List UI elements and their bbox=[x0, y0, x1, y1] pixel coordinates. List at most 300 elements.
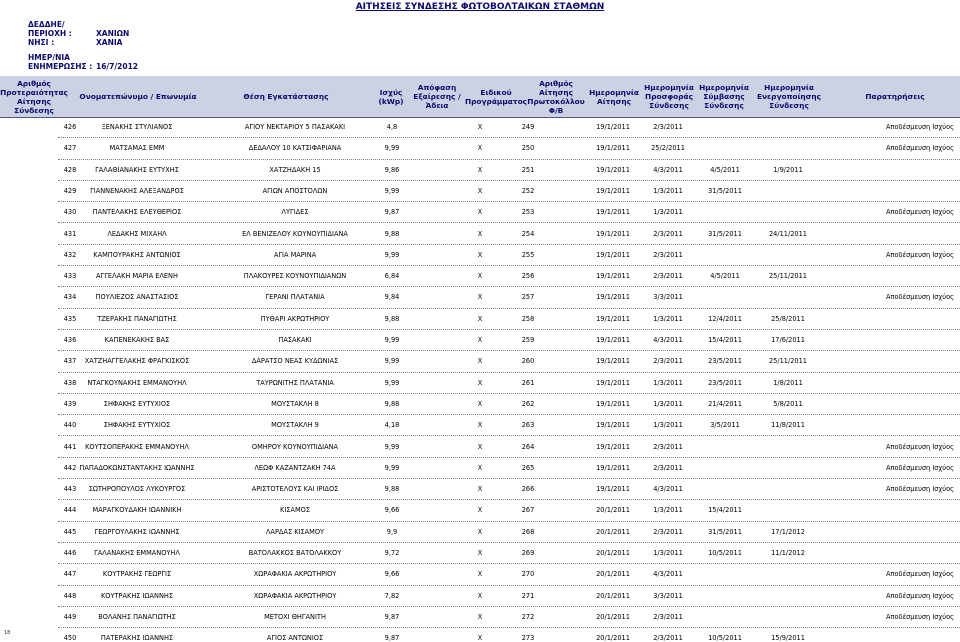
cell-contract-date bbox=[697, 607, 753, 628]
cell-name: ΠΑΤΕΡΑΚΗΣ ΙΩΑΝΝΗΣ bbox=[100, 634, 174, 642]
cell-protocol: 259 bbox=[521, 336, 535, 344]
cell-no: 436 bbox=[63, 336, 77, 344]
cell-power: 9,99 bbox=[384, 463, 400, 472]
cell-protocol: 272 bbox=[521, 612, 535, 621]
cell-location: ΔΑΡΑΤΣΟ ΝΕΑΣ ΚΥΔΩΝΙΑΣ bbox=[251, 357, 339, 366]
cell-name: ΚΟΥΤΡΑΚΗΣ ΓΕΩΡΓΙΣ bbox=[102, 570, 172, 579]
cell-contract-date bbox=[697, 138, 753, 159]
cell-decision bbox=[414, 309, 462, 330]
cell-remarks bbox=[830, 543, 954, 564]
table-row bbox=[0, 287, 960, 308]
cell-app-date: 19/1/2011 bbox=[596, 421, 630, 430]
cell-name: ΒΟΛΑΝΗΣ ΠΑΝΑΓΙΩΤΗΣ bbox=[98, 612, 176, 621]
cell-protocol: 268 bbox=[521, 527, 535, 536]
cell-activation-date: 24/11/2011 bbox=[768, 229, 807, 238]
cell-program: X bbox=[477, 485, 483, 494]
cell-offer-date: 4/3/2011 bbox=[653, 336, 683, 344]
cell-location: ΟΜΗΡΟΥ ΚΟΥΝΟΥΠΙΔΙΑΝΑ bbox=[251, 442, 339, 451]
col-header-decision: Απόφαση Εξαίρεσης / Άδεια bbox=[413, 83, 461, 110]
cell-app-date: 19/1/2011 bbox=[596, 165, 630, 174]
cell-decision bbox=[414, 586, 462, 607]
cell-protocol: 256 bbox=[521, 272, 535, 281]
cell-name: ΣΗΦΑΚΗΣ ΕΥΤΥΧΙΟΣ bbox=[103, 399, 171, 408]
cell-location: ΚΙΣΑΜΟΣ bbox=[280, 506, 310, 515]
cell-location: ΧΑΤΖΗΔΑΚΗ 15 bbox=[269, 165, 321, 174]
cell-contract-date: 31/5/2011 bbox=[708, 229, 742, 238]
cell-activation-date bbox=[756, 138, 820, 159]
cell-decision bbox=[414, 351, 462, 372]
cell-app-date: 19/1/2011 bbox=[596, 250, 630, 259]
region-value: ΧΑΝΙΩΝ bbox=[96, 29, 130, 38]
cell-program: X bbox=[477, 357, 483, 366]
table-row bbox=[0, 394, 960, 415]
cell-program: X bbox=[477, 123, 483, 131]
cell-activation-date: 25/11/2011 bbox=[768, 357, 807, 366]
cell-offer-date: 2/3/2011 bbox=[653, 612, 683, 621]
cell-no: 426 bbox=[63, 123, 77, 131]
cell-protocol: 264 bbox=[521, 442, 535, 451]
cell-offer-date: 1/3/2011 bbox=[653, 378, 683, 387]
cell-decision bbox=[414, 479, 462, 500]
cell-protocol: 262 bbox=[521, 399, 535, 408]
cell-decision bbox=[414, 564, 462, 585]
col-header-priority: Αριθμός Προτεραιότητας Αίτησης Σύνδεσης bbox=[0, 78, 68, 115]
cell-offer-date: 2/3/2011 bbox=[653, 527, 683, 536]
cell-protocol: 253 bbox=[521, 208, 535, 217]
cell-decision bbox=[414, 202, 462, 223]
cell-app-date: 20/1/2011 bbox=[596, 570, 630, 579]
cell-remarks: Αποδέσμευση Ισχύος bbox=[886, 123, 954, 131]
cell-power: 9,99 bbox=[384, 144, 400, 153]
cell-power: 4,8 bbox=[386, 123, 398, 131]
cell-offer-date: 25/2/2011 bbox=[651, 144, 685, 153]
cell-remarks bbox=[830, 394, 954, 415]
cell-program: X bbox=[477, 229, 483, 238]
cell-decision bbox=[414, 373, 462, 394]
cell-app-date: 19/1/2011 bbox=[596, 336, 630, 344]
cell-decision bbox=[414, 437, 462, 458]
cell-program: X bbox=[477, 144, 483, 153]
cell-location: ΤΑΥΡΩΝΙΤΗΣ ΠΛΑΤΑΝΙΑ bbox=[256, 378, 334, 387]
col-header-offer-date: Ημερομηνία Προσφοράς Σύνδεσης bbox=[644, 83, 694, 110]
cell-contract-date: 23/5/2011 bbox=[708, 378, 742, 387]
cell-no: 448 bbox=[63, 591, 77, 600]
cell-decision bbox=[414, 607, 462, 628]
cell-program: X bbox=[477, 570, 483, 579]
cell-remarks bbox=[830, 330, 954, 351]
cell-program: X bbox=[477, 378, 483, 387]
cell-decision bbox=[414, 138, 462, 159]
cell-power: 9,84 bbox=[384, 293, 400, 302]
update-date-value: 16/7/2012 bbox=[96, 62, 139, 71]
cell-name: ΠΟΥΛΙΕΖΟΣ ΑΝΑΣΤΑΣΙΟΣ bbox=[95, 293, 179, 302]
cell-decision bbox=[414, 415, 462, 436]
cell-remarks bbox=[830, 522, 954, 543]
cell-name: ΓΙΑΝΝΕΝΑΚΗΣ ΑΛΕΞΑΝΔΡΟΣ bbox=[90, 186, 184, 195]
cell-app-date: 20/1/2011 bbox=[596, 612, 630, 621]
cell-location: ΕΛ ΒΕΝΙΖΕΛΟΥ ΚΟΥΝΟΥΠΙΔΙΑΝΑ bbox=[242, 229, 348, 238]
cell-location: ΑΓΙΟΥ ΝΕΚΤΑΡΙΟΥ 5 ΠΑΣΑΚΑΚΙ bbox=[244, 123, 346, 131]
cell-app-date: 20/1/2011 bbox=[596, 634, 630, 642]
cell-name: ΓΑΛΑΘΙΑΝΑΚΗΣ ΕΥΤΥΧΗΣ bbox=[95, 165, 179, 174]
table-row bbox=[0, 160, 960, 181]
cell-name: ΞΕΝΑΚΗΣ ΣΤΥΛΙΑΝΟΣ bbox=[101, 123, 173, 131]
col-header-remarks: Παρατηρήσεις bbox=[865, 92, 925, 101]
cell-location: ΓΕΡΑΝΙ ΠΛΑΤΑΝΙΑ bbox=[265, 293, 325, 302]
cell-location: ΛΕΩΦ ΚΑΖΑΝΤΖΑΚΗ 74Α bbox=[254, 463, 336, 472]
cell-app-date: 19/1/2011 bbox=[596, 463, 630, 472]
region-label: ΠΕΡΙΟΧΗ : bbox=[28, 29, 72, 38]
cell-decision bbox=[414, 394, 462, 415]
cell-name: ΤΖΕΡΑΚΗΣ ΠΑΝΑΓΙΩΤΗΣ bbox=[97, 314, 177, 323]
cell-no: 444 bbox=[63, 506, 77, 515]
cell-remarks: Αποδέσμευση Ισχύος bbox=[886, 144, 954, 153]
cell-name: ΚΑΠΕΝΕΚΑΚΗΣ ΒΑΣ bbox=[104, 336, 170, 344]
cell-contract-date: 15/4/2011 bbox=[708, 506, 742, 515]
cell-contract-date bbox=[697, 245, 753, 266]
cell-name: ΜΑΡΑΓΚΟΥΔΑΚΗ ΙΩΑΝΝΙΚΗ bbox=[92, 506, 182, 515]
col-header-name: Ονοματεπώνυμο / Επωνυμία bbox=[79, 92, 197, 101]
table-row bbox=[0, 522, 960, 543]
cell-activation-date bbox=[756, 202, 820, 223]
cell-activation-date: 5/8/2011 bbox=[773, 399, 803, 408]
cell-activation-date: 1/8/2011 bbox=[773, 378, 803, 387]
cell-no: 445 bbox=[63, 527, 77, 536]
cell-protocol: 254 bbox=[521, 229, 535, 238]
table-row bbox=[0, 415, 960, 436]
cell-remarks: Αποδέσμευση Ισχύος bbox=[886, 591, 954, 600]
cell-app-date: 19/1/2011 bbox=[596, 293, 630, 302]
cell-activation-date bbox=[756, 287, 820, 308]
cell-remarks: Αποδέσμευση Ισχύος bbox=[886, 612, 954, 621]
cell-protocol: 269 bbox=[521, 549, 535, 557]
cell-remarks bbox=[830, 224, 954, 245]
table-row bbox=[0, 181, 960, 202]
cell-protocol: 249 bbox=[521, 123, 535, 131]
cell-no: 447 bbox=[63, 570, 77, 579]
cell-decision bbox=[414, 266, 462, 287]
cell-protocol: 270 bbox=[521, 570, 535, 579]
cell-protocol: 265 bbox=[521, 463, 535, 472]
cell-program: X bbox=[477, 208, 483, 217]
page-title: ΑΙΤΗΣΕΙΣ ΣΥΝΔΕΣΗΣ ΦΩΤΟΒΟΛΤΑΙΚΩΝ ΣΤΑΘΜΩΝ bbox=[355, 2, 605, 12]
table-row bbox=[0, 628, 960, 642]
cell-name: ΑΓΓΕΛΑΚΗ ΜΑΡΙΑ ΕΛΕΝΗ bbox=[96, 272, 178, 281]
cell-remarks bbox=[830, 628, 954, 642]
cell-decision bbox=[414, 458, 462, 479]
cell-activation-date bbox=[756, 479, 820, 500]
cell-app-date: 19/1/2011 bbox=[596, 144, 630, 153]
cell-activation-date bbox=[756, 564, 820, 585]
cell-decision bbox=[414, 628, 462, 642]
cell-contract-date: 15/4/2011 bbox=[708, 336, 742, 344]
cell-no: 427 bbox=[63, 144, 77, 153]
cell-app-date: 19/1/2011 bbox=[596, 123, 630, 131]
cell-location: ΛΑΡΔΑΣ ΚΙΣΑΜΟΥ bbox=[265, 527, 325, 536]
cell-power: 9,87 bbox=[384, 612, 400, 621]
cell-location: ΑΓΙΑ ΜΑΡΙΝΑ bbox=[273, 250, 317, 259]
cell-power: 9,66 bbox=[384, 506, 400, 515]
cell-power: 9,72 bbox=[384, 549, 400, 557]
cell-app-date: 20/1/2011 bbox=[596, 549, 630, 557]
cell-app-date: 19/1/2011 bbox=[596, 378, 630, 387]
cell-no: 442 bbox=[63, 463, 77, 472]
cell-activation-date: 15/9/2011 bbox=[771, 634, 805, 642]
cell-program: X bbox=[477, 442, 483, 451]
cell-name: ΣΗΦΑΚΗΣ ΕΥΤΥΧΙΟΣ bbox=[103, 421, 171, 430]
cell-program: X bbox=[477, 591, 483, 600]
cell-activation-date: 11/1/2012 bbox=[771, 549, 805, 557]
cell-location: ΠΥΘΑΡΙ ΑΚΡΩΤΗΡΙΟΥ bbox=[260, 314, 330, 323]
cell-remarks: Αποδέσμευση Ισχύος bbox=[886, 208, 954, 217]
cell-remarks: Αποδέσμευση Ισχύος bbox=[886, 293, 954, 302]
cell-protocol: 260 bbox=[521, 357, 535, 366]
cell-activation-date: 25/11/2011 bbox=[768, 272, 807, 281]
cell-no: 449 bbox=[63, 612, 77, 621]
cell-no: 428 bbox=[63, 165, 77, 174]
cell-no: 432 bbox=[63, 250, 77, 259]
cell-no: 434 bbox=[63, 293, 77, 302]
cell-no: 433 bbox=[63, 272, 77, 281]
cell-program: X bbox=[477, 336, 483, 344]
cell-name: ΓΕΩΡΓΟΥΛΑΚΗΣ ΙΩΑΝΝΗΣ bbox=[94, 527, 180, 536]
cell-protocol: 267 bbox=[521, 506, 535, 515]
cell-app-date: 19/1/2011 bbox=[596, 357, 630, 366]
cell-program: X bbox=[477, 250, 483, 259]
cell-program: X bbox=[477, 634, 483, 642]
cell-contract-date: 4/5/2011 bbox=[710, 272, 740, 281]
cell-no: 443 bbox=[63, 485, 77, 494]
cell-remarks bbox=[830, 181, 954, 202]
cell-power: 9,9 bbox=[386, 527, 398, 536]
table-row bbox=[0, 351, 960, 372]
cell-no: 429 bbox=[63, 186, 77, 195]
update-date-label-2: ΕΝΗΜΕΡΩΣΗΣ : bbox=[28, 62, 93, 71]
cell-power: 9,99 bbox=[384, 250, 400, 259]
cell-power: 9,88 bbox=[384, 485, 400, 494]
cell-name: ΜΑΤΣΑΜΑΣ ΕΜΜ bbox=[109, 144, 165, 153]
cell-activation-date: 17/6/2011 bbox=[771, 336, 805, 344]
department-label: ΔΕΔΔΗΕ/ bbox=[28, 20, 65, 29]
cell-location: ΠΛΑΚΟΥΡΕΣ ΚΟΥΝΟΥΠΙΔΙΑΝΩΝ bbox=[243, 272, 347, 281]
table-row bbox=[0, 564, 960, 585]
table-row bbox=[0, 373, 960, 394]
cell-no: 450 bbox=[63, 634, 77, 642]
cell-activation-date: 11/8/2011 bbox=[771, 421, 805, 430]
cell-contract-date: 10/5/2011 bbox=[708, 549, 742, 557]
cell-app-date: 19/1/2011 bbox=[596, 186, 630, 195]
cell-protocol: 271 bbox=[521, 591, 535, 600]
cell-activation-date bbox=[756, 500, 820, 521]
cell-app-date: 19/1/2011 bbox=[596, 229, 630, 238]
cell-activation-date bbox=[756, 607, 820, 628]
cell-protocol: 263 bbox=[521, 421, 535, 430]
cell-location: ΧΩΡΑΦΑΚΙΑ ΑΚΡΩΤΗΡΙΟΥ bbox=[253, 591, 337, 600]
cell-offer-date: 2/3/2011 bbox=[653, 229, 683, 238]
cell-decision bbox=[414, 287, 462, 308]
cell-location: ΠΑΣΑΚΑΚΙ bbox=[278, 336, 312, 344]
cell-contract-date bbox=[697, 202, 753, 223]
cell-activation-date bbox=[756, 437, 820, 458]
cell-contract-date bbox=[697, 117, 753, 138]
cell-offer-date: 1/3/2011 bbox=[653, 186, 683, 195]
cell-remarks: Αποδέσμευση Ισχύος bbox=[886, 463, 954, 472]
cell-decision bbox=[414, 181, 462, 202]
cell-decision bbox=[414, 224, 462, 245]
cell-remarks: Αποδέσμευση Ισχύος bbox=[886, 250, 954, 259]
table-row bbox=[0, 138, 960, 159]
cell-location: ΑΓΙΟΣ ΑΝΤΩΝΙΟΣ bbox=[266, 634, 324, 642]
cell-app-date: 19/1/2011 bbox=[596, 399, 630, 408]
cell-activation-date bbox=[756, 586, 820, 607]
cell-decision bbox=[414, 160, 462, 181]
cell-no: 438 bbox=[63, 378, 77, 387]
cell-protocol: 252 bbox=[521, 186, 535, 195]
cell-name: ΠΑΝΤΕΛΑΚΗΣ ΕΛΕΥΘΕΡΙΟΣ bbox=[92, 208, 182, 217]
cell-app-date: 19/1/2011 bbox=[596, 314, 630, 323]
cell-location: ΧΩΡΑΦΑΚΙΑ ΑΚΡΩΤΗΡΙΟΥ bbox=[253, 570, 337, 579]
cell-name: ΓΑΛΑΝΑΚΗΣ ΕΜΜΑΝΟΥΗΛ bbox=[94, 549, 180, 557]
cell-contract-date: 3/5/2011 bbox=[710, 421, 740, 430]
cell-app-date: 19/1/2011 bbox=[596, 485, 630, 494]
cell-remarks bbox=[830, 351, 954, 372]
cell-decision bbox=[414, 500, 462, 521]
cell-offer-date: 2/3/2011 bbox=[653, 272, 683, 281]
cell-location: ΜΟΥΣΤΑΚΛΗ 8 bbox=[271, 399, 319, 408]
cell-power: 6,84 bbox=[384, 272, 400, 281]
cell-app-date: 20/1/2011 bbox=[596, 527, 630, 536]
cell-contract-date bbox=[697, 479, 753, 500]
cell-remarks bbox=[830, 160, 954, 181]
cell-activation-date: 1/9/2011 bbox=[773, 165, 803, 174]
cell-offer-date: 2/3/2011 bbox=[653, 123, 683, 131]
cell-power: 7,82 bbox=[384, 591, 400, 600]
table-row bbox=[0, 543, 960, 564]
table-row bbox=[0, 245, 960, 266]
cell-offer-date: 1/3/2011 bbox=[653, 506, 683, 515]
cell-location: ΑΓΙΩΝ ΑΠΟΣΤΟΛΩΝ bbox=[262, 186, 328, 195]
cell-contract-date bbox=[697, 437, 753, 458]
cell-contract-date: 31/5/2011 bbox=[708, 527, 742, 536]
island-value: ΧΑΝΙΑ bbox=[96, 38, 123, 47]
cell-power: 9,88 bbox=[384, 229, 400, 238]
cell-location: ΔΕΔΑΛΟΥ 10 ΚΑΤΣΙΦΑΡΙΑΝΑ bbox=[248, 144, 342, 153]
cell-protocol: 257 bbox=[521, 293, 535, 302]
table-row bbox=[0, 586, 960, 607]
cell-app-date: 20/1/2011 bbox=[596, 506, 630, 515]
cell-offer-date: 2/3/2011 bbox=[653, 463, 683, 472]
cell-decision bbox=[414, 522, 462, 543]
cell-location: ΛΥΓΙΔΕΣ bbox=[281, 208, 309, 217]
cell-remarks: Αποδέσμευση Ισχύος bbox=[886, 570, 954, 579]
cell-protocol: 250 bbox=[521, 144, 535, 153]
col-header-app-date: Ημερομηνία Αίτησης bbox=[589, 87, 639, 106]
cell-program: X bbox=[477, 272, 483, 281]
cell-remarks bbox=[830, 309, 954, 330]
cell-decision bbox=[414, 245, 462, 266]
cell-name: ΧΑΤΖΗΑΓΓΕΛΑΚΗΣ ΦΡΑΓΚΙΣΚΟΣ bbox=[84, 357, 190, 366]
table-row bbox=[0, 309, 960, 330]
cell-program: X bbox=[477, 314, 483, 323]
cell-name: ΝΤΑΓΚΟΥΝΑΚΗΣ ΕΜΜΑΝΟΥΗΛ bbox=[87, 378, 187, 387]
cell-name: ΚΟΥΤΡΑΚΗΣ ΙΩΑΝΝΗΣ bbox=[100, 591, 174, 600]
cell-remarks bbox=[830, 500, 954, 521]
cell-power: 9,86 bbox=[384, 165, 400, 174]
cell-activation-date: 17/1/2012 bbox=[771, 527, 805, 536]
cell-remarks bbox=[830, 266, 954, 287]
cell-program: X bbox=[477, 463, 483, 472]
cell-name: ΚΟΥΤΣΟΠΕΡΑΚΗΣ ΕΜΜΑΝΟΥΗΛ bbox=[85, 442, 189, 451]
cell-program: X bbox=[477, 165, 483, 174]
cell-app-date: 19/1/2011 bbox=[596, 208, 630, 217]
cell-remarks bbox=[830, 415, 954, 436]
col-header-protocol: Αριθμός Αίτησης Πρωτοκόλλου Φ/Β bbox=[527, 78, 585, 115]
cell-program: X bbox=[477, 527, 483, 536]
cell-name: ΚΑΜΠΟΥΡΑΚΗΣ ΑΝΤΩΝΙΟΣ bbox=[93, 250, 181, 259]
table-row bbox=[0, 479, 960, 500]
cell-offer-date: 1/3/2011 bbox=[653, 549, 683, 557]
page-number: 18 bbox=[4, 630, 11, 636]
cell-no: 431 bbox=[63, 229, 77, 238]
cell-app-date: 19/1/2011 bbox=[596, 272, 630, 281]
cell-no: 430 bbox=[63, 208, 77, 217]
cell-power: 9,66 bbox=[384, 570, 400, 579]
cell-activation-date bbox=[756, 117, 820, 138]
cell-location: ΜΟΥΣΤΑΚΛΗ 9 bbox=[271, 421, 319, 430]
cell-offer-date: 1/3/2011 bbox=[653, 421, 683, 430]
cell-offer-date: 4/3/2011 bbox=[653, 570, 683, 579]
table-row bbox=[0, 500, 960, 521]
cell-offer-date: 1/3/2011 bbox=[653, 314, 683, 323]
cell-program: X bbox=[477, 549, 483, 557]
cell-offer-date: 4/3/2011 bbox=[653, 165, 683, 174]
cell-protocol: 255 bbox=[521, 250, 535, 259]
cell-power: 9,88 bbox=[384, 314, 400, 323]
cell-contract-date: 31/5/2011 bbox=[708, 186, 742, 195]
cell-activation-date bbox=[756, 181, 820, 202]
cell-contract-date bbox=[697, 458, 753, 479]
cell-offer-date: 2/3/2011 bbox=[653, 634, 683, 642]
cell-offer-date: 4/3/2011 bbox=[653, 485, 683, 494]
table-row bbox=[0, 437, 960, 458]
cell-contract-date: 4/5/2011 bbox=[710, 165, 740, 174]
cell-contract-date: 23/5/2011 bbox=[708, 357, 742, 366]
cell-no: 435 bbox=[63, 314, 77, 323]
cell-activation-date: 25/8/2011 bbox=[771, 314, 805, 323]
cell-power: 9,99 bbox=[384, 442, 400, 451]
table-row bbox=[0, 224, 960, 245]
cell-app-date: 20/1/2011 bbox=[596, 591, 630, 600]
update-date-label-1: ΗΜΕΡ/ΝΙΑ bbox=[28, 53, 70, 62]
cell-program: X bbox=[477, 186, 483, 195]
table-row bbox=[0, 607, 960, 628]
cell-offer-date: 1/3/2011 bbox=[653, 208, 683, 217]
cell-decision bbox=[414, 543, 462, 564]
cell-no: 441 bbox=[63, 442, 77, 451]
col-header-activation-date: Ημερομηνία Ενεργοποίησης Σύνδεσης bbox=[756, 83, 822, 110]
island-label: ΝΗΣΙ : bbox=[28, 38, 55, 47]
cell-offer-date: 1/3/2011 bbox=[653, 399, 683, 408]
col-header-contract-date: Ημερομηνία Σύμβασης Σύνδεσης bbox=[699, 83, 749, 110]
col-header-location: Θέση Εγκατάστασης bbox=[243, 92, 329, 101]
cell-name: ΣΩΤΗΡΟΠΟΥΛΟΣ ΛΥΚΟΥΡΓΟΣ bbox=[88, 485, 186, 494]
cell-name: ΛΕΔΑΚΗΣ ΜΙΧΑΗΛ bbox=[107, 229, 167, 238]
cell-no: 440 bbox=[63, 421, 77, 430]
cell-contract-date: 21/4/2011 bbox=[708, 399, 742, 408]
document-meta bbox=[28, 20, 138, 71]
cell-program: X bbox=[477, 399, 483, 408]
cell-offer-date: 3/3/2011 bbox=[653, 293, 683, 302]
